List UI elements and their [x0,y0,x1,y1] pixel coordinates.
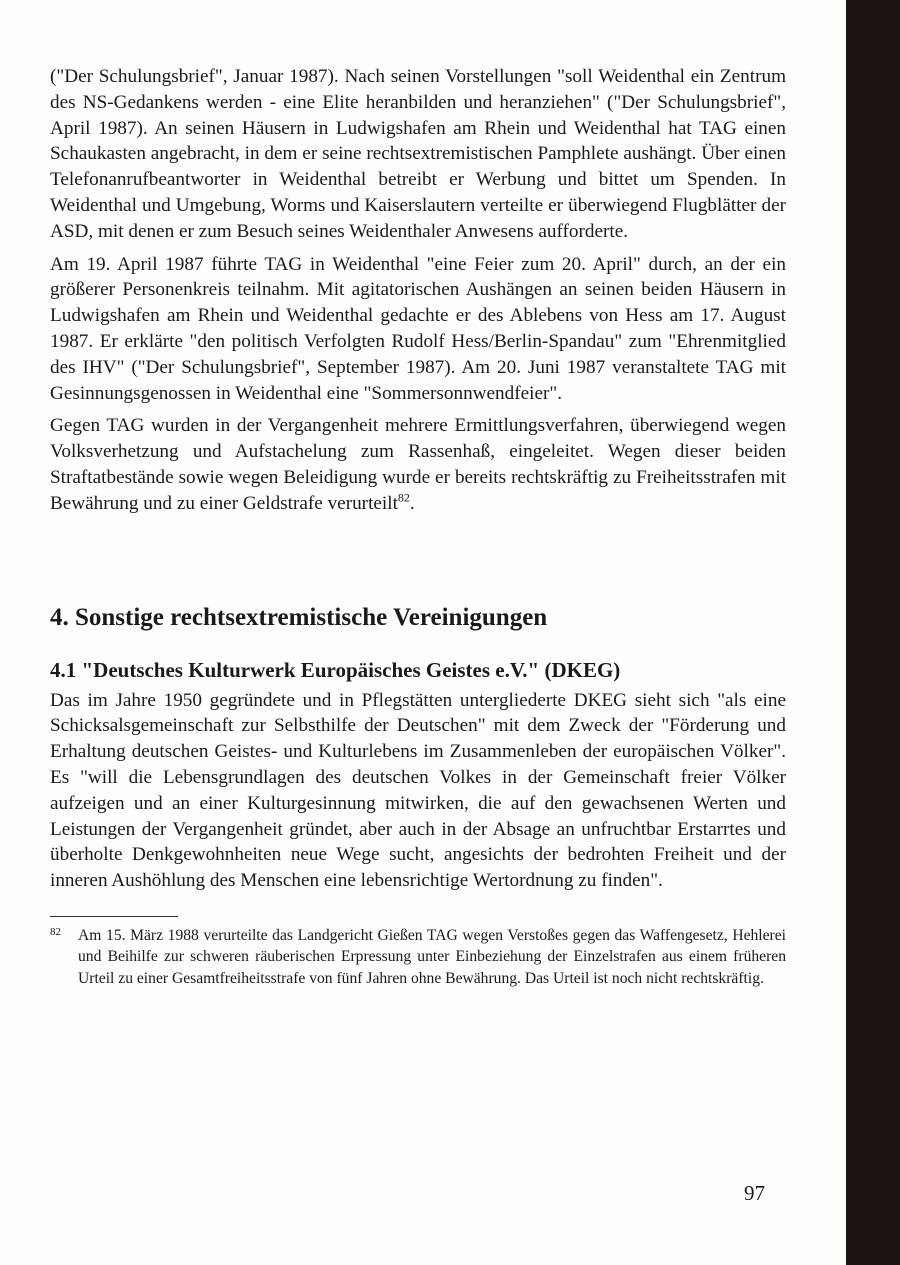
page-number: 97 [744,1181,765,1205]
section-heading: 4. Sonstige rechtsextremistische Vereinigungen [50,603,548,631]
footnote-text: Am 15. März 1988 verurteilte das Landgericht Gießen TAG wegen Verstoßes gegen das Waffengesetz, Hehlerei und Beihilfe zur schweren räuberischen Erpressung unter Einbeziehung der Einzelstrafen aus einem früheren Urteil zu einer Gesamtfreiheitsstrafe von fünf Jahren ohne Bewährung. Das Urteil ist noch nicht rechtskräftig. [78,926,786,987]
text-column [50,64,786,989]
paragraph-weidenthal: ("Der Schulungsbrief", Januar 1987). Nach seinen Vorstellungen "soll Weidenthal ein Zentrum des NS-Gedankens werden - eine Elite heranbilden und heranziehen" ("Der Schulungsbrief", April 1987). An seinen Häusern in Ludwigshafen am Rhein und Weidenthal hat TAG einen Schaukasten angebracht, in dem er seine rechtsextremistischen Pamphlete aushängt. Über einen Telefonanrufbeantworter in Weidenthal betreibt er Werbung und bittet um Spenden. In Weidenthal und Umgebung, Worms und Kaiserslautern verteilte er überwiegend Flugblätter der ASD, mit denen er zum Besuch seines Weidenthaler Anwesens aufforderte. [50,66,786,242]
paragraph-dkeg: Das im Jahre 1950 gegründete und in Pflegstätten untergliederte DKEG sieht sich "als eine Schicksalsgemeinschaft zur Selbsthilfe der Deutschen" mit dem Zweck der "Förderung und Erhaltung deutschen Geistes- und Kulturlebens im Zusammenleben der europäischen Völker". Es "will die Lebensgrundlagen des deutschen Volkes in der Gemeinschaft freier Völker aufzeigen und an einer Kulturgesinnung mitwirken, die auf den gewachsenen Werten und Leistungen der Vergangenheit gründet, aber auch in der Absage an unfruchtbar Erstarrtes und überholte Denkgewohnheiten neue Wege sucht, angesichts der bedrohten Freiheit und der inneren Aushöhlung des Menschen eine lebensrichtige Wertordnung zu finden". [50,689,786,892]
footnote-mark: 82 [50,925,61,938]
footnote-divider [50,916,178,917]
section-spacer [50,524,786,602]
scan-edge-shadow [846,0,900,1265]
paragraph-ermittlungsverfahren: Gegen TAG wurden in der Vergangenheit mehrere Ermittlungsverfahren, überwiegend wegen Volksverhetzung und Aufstachelung zum Rassenhaß, eingeleitet. Wegen dieser beiden Straftatbestände sowie wegen Beleidigung wurde er bereits rechtskräftig zu Freiheitsstrafen mit Bewährung und zu einer Geldstrafe verurteilt$^{82}$. [50,415,786,514]
paragraph-april-feier: Am 19. April 1987 führte TAG in Weidenthal "eine Feier zum 20. April" durch, an der ein größerer Personenkreis teilnahm. Mit agitatorischen Aushängen an seinen beiden Häusern in Ludwigshafen am Rhein und Weidenthal gedachte er des Ablebens von Hess am 17. August 1987. Er erklärte "den politisch Verfolgten Rudolf Hess/Berlin-Spandau" zum "Ehrenmitglied des IHV" ("Der Schulungsbrief", September 1987). Am 20. Juni 1987 veranstaltete TAG mit Gesinnungsgenossen in Weidenthal eine "Sommersonnwendfeier". [50,253,786,404]
subsection-heading: 4.1 "Deutsches Kulturwerk Europäisches Geistes e.V." (DKEG) [50,657,621,682]
paragraph-ermittlungsverfahren-text: Gegen TAG wurden in der Vergangenheit mehrere Ermittlungsverfahren, überwiegend wegen Volksverhetzung und Aufstachelung zum Rassenhaß, eingeleitet. Wegen dieser beiden Straftatbestände sowie wegen Beleidigung wurde er bereits rechtskräftig zu Freiheitsstrafen mit Bewährung und zu einer Geldstrafe verurteilt [50,415,786,514]
footnote-reference: 82 [397,490,410,505]
footnote [50,925,786,989]
